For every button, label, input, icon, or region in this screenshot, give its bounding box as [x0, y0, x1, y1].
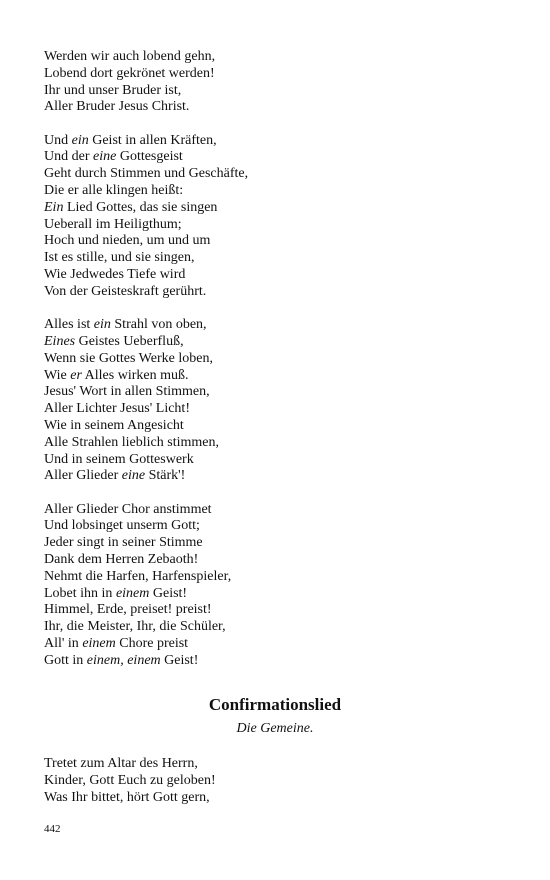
verse-text: All' in [44, 636, 83, 651]
emphasis-text: eine [93, 149, 117, 165]
verse-line [44, 83, 514, 100]
verse-text: Wie in seinem Angesicht [44, 417, 184, 433]
verse-text: Lobet ihn in [44, 585, 116, 601]
verse-text: Gott in [44, 652, 87, 668]
verse-text: Alles ist [44, 317, 94, 333]
verse-line [44, 401, 514, 418]
verse-line [44, 602, 514, 619]
verse-line [44, 334, 514, 351]
verse-line [44, 435, 514, 452]
verse-line [44, 773, 216, 790]
verse-text: Aller Glieder Chor anstimmet [44, 501, 212, 517]
emphasis-text: ein [71, 132, 89, 148]
verse-line [44, 99, 514, 116]
verse-text: Und lobsinget unserm Gott; [44, 518, 200, 534]
verse-text: Aller Bruder Jesus Christ. [44, 99, 190, 115]
verse-line [44, 756, 216, 773]
verse-text: Wie [44, 367, 71, 383]
emphasis-text: einem [82, 636, 116, 651]
verse-line [44, 653, 514, 670]
verse-text: Die er alle klingen heißt: [44, 183, 184, 199]
verse-text: Alles wirken muß. [81, 367, 189, 383]
verse-text: Jeder singt in seiner Stimme [44, 535, 203, 551]
verse-line [44, 636, 514, 653]
verse-line [44, 250, 514, 267]
emphasis-text: Ein [44, 199, 64, 215]
verse-line [44, 468, 514, 485]
section-stanza [44, 756, 216, 806]
verse-text: Und [44, 132, 72, 148]
page-number: 442 [44, 823, 61, 835]
emphasis-text: einem, einem [86, 652, 161, 668]
verse-text: Ueberall im Heiligthum; [44, 216, 182, 232]
verse-text: Und der [44, 149, 93, 165]
verse-text: Geist! [160, 652, 199, 668]
verse-text: Hoch und nieden, um und um [44, 233, 211, 249]
verse-text: Geistes Ueberfluß, [75, 333, 184, 349]
verse-line [44, 267, 514, 284]
verse-text: Alle Strahlen lieblich stimmen, [44, 434, 219, 450]
verse-line [44, 619, 514, 636]
verse-text: Geist! [149, 585, 188, 601]
verse-line [44, 418, 514, 435]
section-subtitle: Die Gemeine. [236, 721, 314, 736]
verse-text: Und in seinem Gotteswerk [44, 451, 194, 467]
verse-line [44, 149, 514, 166]
verse-text: Ihr, die Meister, Ihr, die Schüler, [44, 619, 226, 635]
verse-text: Kinder, Gott Euch zu geloben! [44, 772, 216, 788]
verse-line [44, 535, 514, 552]
verse-line [44, 518, 514, 535]
verse-line [44, 284, 514, 301]
verse-line [44, 368, 514, 385]
verse-text: Wenn sie Gottes Werke loben, [44, 350, 213, 366]
verse-text: Ist es stille, und sie singen, [44, 250, 195, 266]
verse-line [44, 452, 514, 469]
verse-text: Wie Jedwedes Tiefe wird [44, 267, 186, 283]
verse-line [44, 790, 216, 807]
verse-line [44, 351, 514, 368]
verse-line [44, 569, 514, 586]
verse-text: Lied Gottes, das sie singen [63, 199, 218, 215]
verse-line [44, 552, 514, 569]
verse-line [44, 502, 514, 519]
verse-line [44, 133, 514, 150]
verse-line [44, 217, 514, 234]
verse-text: Ihr und unser Bruder ist, [44, 82, 182, 98]
poem-body [44, 49, 514, 686]
verse-line [44, 233, 514, 250]
stanza [44, 317, 514, 485]
verse-line [44, 586, 514, 603]
verse-text: Aller Glieder [44, 468, 122, 484]
stanza [44, 49, 514, 116]
verse-line [44, 66, 514, 83]
emphasis-text: eine [121, 468, 146, 484]
verse-line [44, 49, 514, 66]
verse-text: Stärk'! [145, 468, 186, 484]
section-title: Confirmationslied [208, 695, 342, 714]
emphasis-text: er [70, 367, 82, 383]
verse-text: Dank dem Herren Zebaoth! [44, 552, 199, 568]
verse-text: Himmel, Erde, preiset! preist! [44, 602, 212, 618]
verse-line [44, 166, 514, 183]
verse-text: Geht durch Stimmen und Geschäfte, [44, 166, 249, 182]
emphasis-text: ein [93, 317, 111, 333]
verse-line [44, 183, 514, 200]
verse-text: Strahl von oben, [110, 317, 207, 333]
verse-text: Jesus' Wort in allen Stimmen, [44, 384, 210, 400]
emphasis-text: einem [115, 585, 150, 601]
stanza [44, 133, 514, 301]
verse-text: Nehmt die Harfen, Harfenspieler, [44, 568, 232, 584]
verse-text: Aller Lichter Jesus' Licht! [44, 401, 190, 417]
stanza [44, 502, 514, 670]
verse-text: Werden wir auch lobend gehn, [44, 49, 216, 64]
verse-line [44, 317, 514, 334]
verse-text: Lobend dort gekrönet werden! [44, 65, 215, 81]
verse-text: Von der Geisteskraft gerührt. [44, 283, 207, 299]
verse-text: Gottesgeist [116, 149, 183, 165]
verse-text: Was Ihr bittet, hört Gott gern, [44, 789, 210, 805]
verse-line [44, 384, 514, 401]
verse-text: Tretet zum Altar des Herrn, [44, 756, 198, 771]
verse-text: Geist in allen Kräften, [88, 132, 217, 148]
emphasis-text: Eines [44, 333, 76, 349]
verse-text: Chore preist [115, 636, 189, 651]
verse-line [44, 200, 514, 217]
